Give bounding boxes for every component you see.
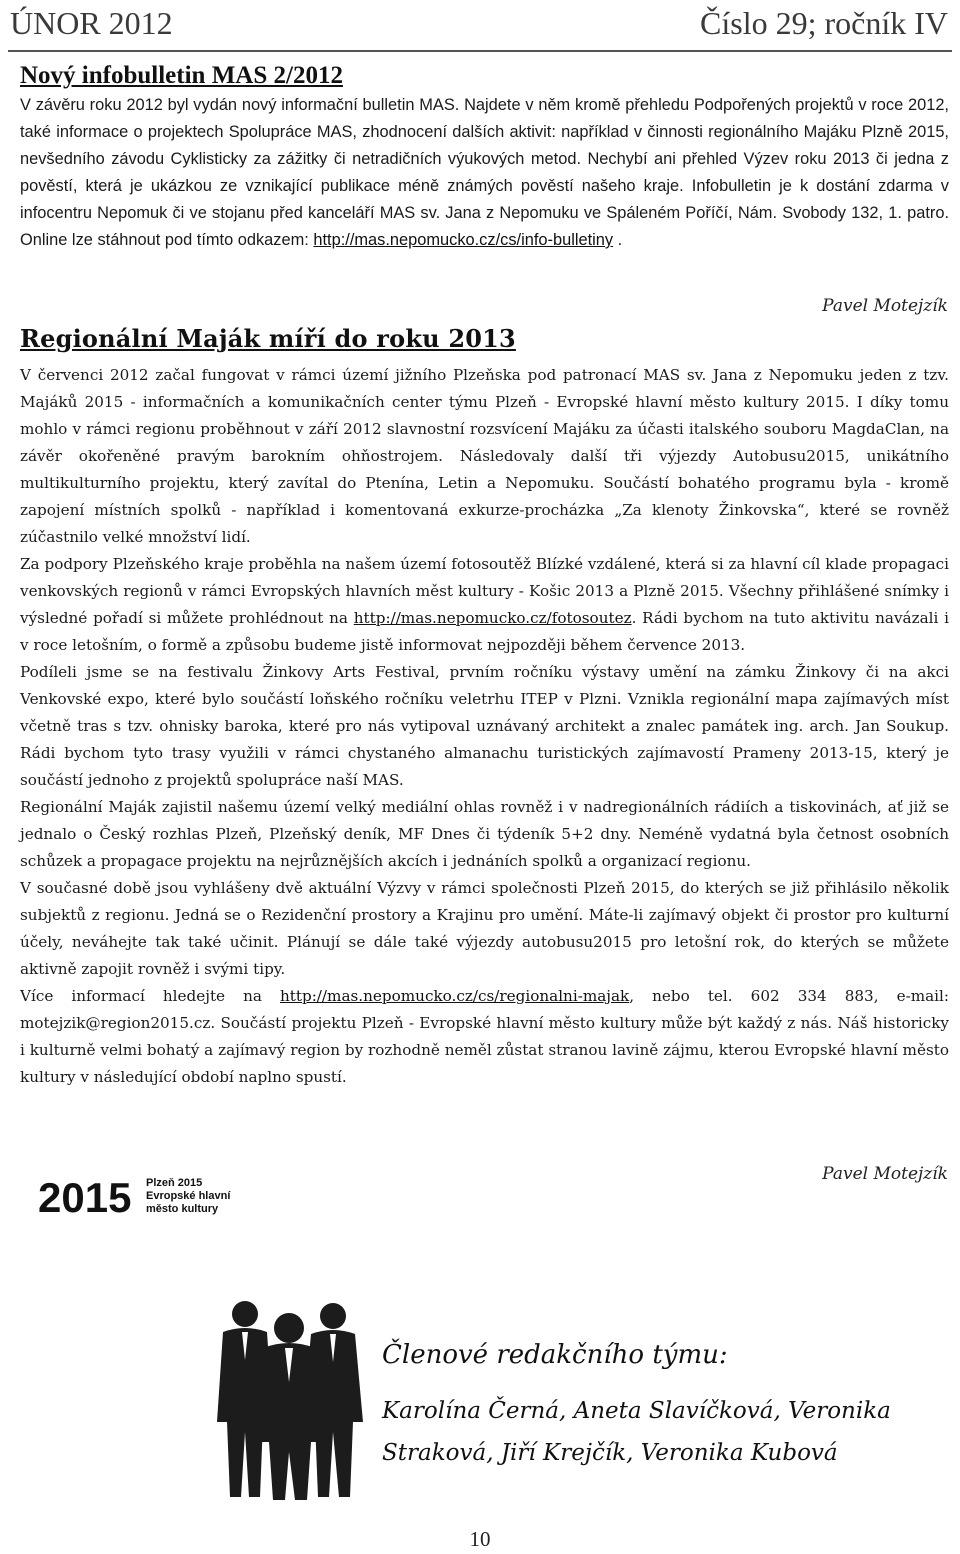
regionalni-majak-link[interactable]: http://mas.nepomucko.cz/cs/regionalni-majak [279, 987, 630, 1005]
team-members-line-1: Karolína Černá, Aneta Slavíčková, Veronika [382, 1398, 891, 1424]
header-month: ÚNOR 2012 [10, 5, 173, 41]
team-title: Členové redakčního týmu: [382, 1340, 728, 1370]
article2-p2-text: Za podpory Plzeňského kraje proběhla na našem území fotosoutěž Blízké vzdálené, která si za hlavní cíl klade propagaci venkovských regionů v rámci Evropských hlavních měst kultury - Košic 2013 a Plzně 2015. Všechny přihlášené snímky i výsledné pořadí si můžete prohlédnout na [20, 555, 949, 627]
logo-line-3: město kultury [146, 1203, 219, 1215]
article1-title: Nový infobulletin MAS 2/2012 [20, 62, 343, 89]
article2-signature: Pavel Motejzík [822, 1164, 948, 1184]
article1-link[interactable]: http://mas.nepomucko.cz/cs/info-bulletiny [313, 231, 614, 249]
article2-p6-text-end: , nebo tel. 602 334 883, e-mail: motejzik@region2015.cz. Součástí projektu Plzeň - Evropské hlavní město kultury může být každý z nás. Náš historicky i kulturně velmi bohatý a zajímavý region by rozhodně neměl zůstat stranou lavině zájmu, kterou Evropské hlavní město kultury v následující období naplno spustí. [20, 987, 950, 1086]
logo-line-1: Plzeň 2015 [146, 1177, 203, 1189]
article2-paragraph-4: Regionální Maják zajistil našemu území velký mediální ohlas rovněž i v nadregionálních rádiích a tiskovinách, ať již se jednalo o Český rozhlas Plzeň, Plzeňský deník, MF Dnes či týdeník 5+2 dny. Neméně vydatná byla četnost osobních schůzek a propagace projektu na nejrůznějších akcích i jednáních spolků a organizací regionu. [20, 798, 949, 870]
article2-paragraph-5: V současné době jsou vyhlášeny dvě aktuální Výzvy v rámci společnosti Plzeň 2015, do kterých se již přihlásilo několik subjektů z regionu. Jedná se o Rezidenční prostory a Krajinu pro umění. Máte-li zajímavý objekt či prostor pro kulturní účely, neváhejte tak také učinit. Plánují se dále také výjezdy autobusu2015 pro letošní rok, do kterých se můžete aktivně zapojit rovněž i svými tipy. [20, 879, 949, 978]
team-members [382, 1390, 891, 1474]
team-silhouettes-image [205, 1292, 375, 1502]
article1-text-end: . [613, 231, 623, 249]
header-issue: Číslo 29; ročník IV [700, 5, 948, 41]
article1-signature: Pavel Motejzík [822, 296, 948, 316]
article2-paragraph-2 [20, 551, 949, 659]
article1-text: V závěru roku 2012 byl vydán nový informační bulletin MAS. Najdete v něm kromě přehledu Podpořených projektů v roce 2012, také informace o projektech Spolupráce MAS, zhodnocení dalších aktivit: například v činnosti regionálního Majáku Plzně 2015, nevšedního závodu Cyklisticky za zážitky či netradičních výukových metod. Nechybí ani přehled Výzev roku 2013 či jedna z pověstí, která je ukázkou ze vznikající publikace méně známých pověstí našeho kraje. Infobulletin je k dostání zdarma v infocentru Nepomuk či ve stojanu před kanceláří MAS sv. Jana z Nepomuku ve Spáleném Poříčí, Nám. Svobody 132, 1. patro. Online lze stáhnout pod tímto odkazem: [20, 96, 949, 249]
article1-body [20, 92, 949, 254]
plzen-2015-logo [38, 1172, 278, 1222]
page-number: 10 [469, 1527, 491, 1551]
article2-paragraph-6 [20, 983, 949, 1091]
article2-body [20, 362, 949, 1091]
team-members-line-2: Straková, Jiří Krejčík, Veronika Kubová [382, 1440, 838, 1466]
article1-paragraph [20, 92, 949, 254]
fotosoutez-link[interactable]: http://mas.nepomucko.cz/fotosoutez [353, 609, 632, 627]
article2-p2-text-end: . Rádi bychom na tuto aktivitu navázali i v roce letošním, o formě a způsobu budeme jistě informovat nejpozději během července 2013. [20, 609, 949, 654]
article2-paragraph-3: Podíleli jsme se na festivalu Žinkovy Arts Festival, prvním ročníku výstavy umění na zámku Žinkovy či na akci Venkovské expo, které bylo součástí loňského ročníku veletrhu ITEP v Plzni. Vznikla regionální mapa zajímavých míst včetně tras s tzv. ohnisky baroka, které pro nás vytipoval uznávaný architekt a znalec památek ing. arch. Jan Soukup. Rádi bychom tyto trasy využili v rámci chystaného almanachu turistických zajímavostí Prameny 2013-15, který je součástí jednoho z projektů spolupráce naší MAS. [20, 663, 949, 789]
article2-title: Regionální Maják míří do roku 2013 [20, 324, 516, 353]
logo-mark: 2015 [38, 1174, 132, 1221]
article2-p6-text: Více informací hledejte na [20, 987, 280, 1005]
logo-line-2: Evropské hlavní [146, 1190, 231, 1202]
article2-paragraph-1: V červenci 2012 začal fungovat v rámci území jižního Plzeňska pod patronací MAS sv. Jana z Nepomuku jeden z tzv. Majáků 2015 - informačních a komunikačních center týmu Plzeň - Evropské hlavní město kultury 2015. I díky tomu mohlo v rámci regionu proběhnout v září 2012 slavnostní rozsvícení Majáku za účasti italského souboru MagdaClan, na závěr okořeněné pravým barokním ohňostrojem. Následovaly další tři výjezdy Autobusu2015, unikátního multikulturního projektu, který zavítal do Ptenína, Letin a Nepomuku. Součástí bohatého programu byla - kromě zapojení místních spolků - například i komentovaná exkurze-procházka „Za klenoty Žinkovska“, které se rovněž zúčastnilo velké množství lidí. [20, 366, 949, 546]
header-rule [8, 50, 952, 52]
